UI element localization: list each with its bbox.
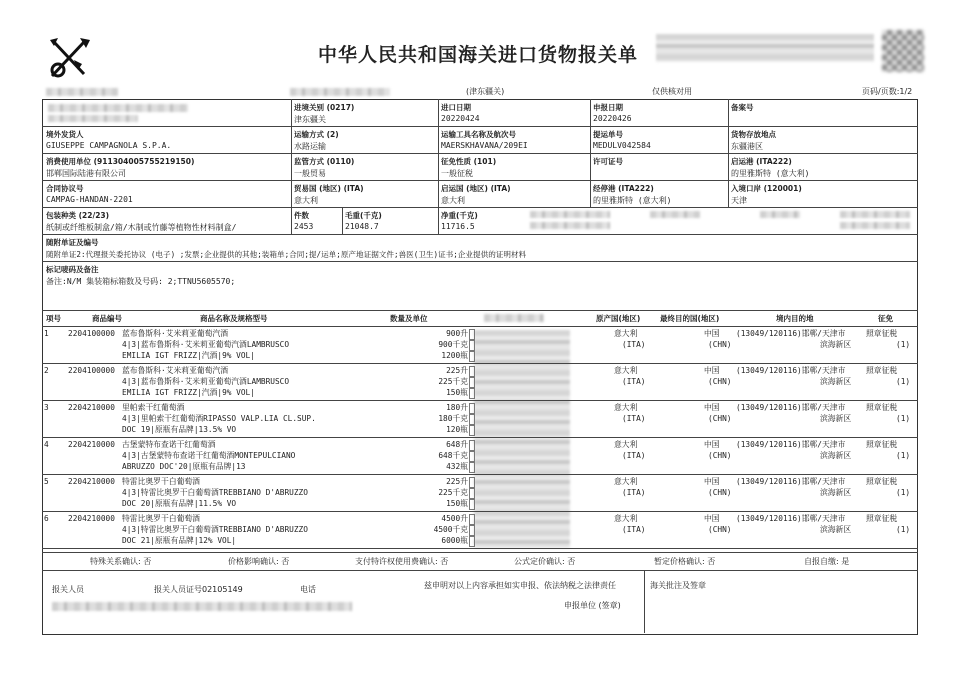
row-separator xyxy=(42,400,918,401)
row-tax-2: (1) xyxy=(896,377,911,386)
customs-name: (津东疆关) xyxy=(466,87,505,96)
row-separator xyxy=(42,511,918,512)
row-name-3: ABRUZZO DOC'20|原瓶有品牌|13 xyxy=(122,462,246,471)
consumer: 邯郸国际陆港有限公司 xyxy=(46,169,126,178)
row-origin-code: (ITA) xyxy=(622,525,646,534)
shipper-label: 境外发货人 xyxy=(46,130,84,139)
row-tax-1: 照章征税 xyxy=(866,477,898,486)
row-name-1: 里帕索干红葡萄酒 xyxy=(122,403,185,412)
row-qty-3: 6000瓶 xyxy=(441,536,468,545)
row-origin-code: (ITA) xyxy=(622,414,646,423)
row-qty-3: 150瓶 xyxy=(446,388,468,397)
row-dest: 中国 xyxy=(704,329,720,338)
row-tax-2: (1) xyxy=(896,488,911,497)
special-relation-confirm: 特殊关系确认: 否 xyxy=(90,557,152,566)
unit-box xyxy=(469,377,475,388)
marks: 备注:N/M 集装箱标箱数及号码: 2;TTNU5605570; xyxy=(46,277,236,286)
redacted-text xyxy=(484,314,544,322)
unit-box xyxy=(469,388,475,399)
entry-port: 天津 xyxy=(731,196,747,205)
unit-box xyxy=(469,340,475,351)
row-tax-2: (1) xyxy=(896,525,911,534)
redacted-text xyxy=(530,222,610,229)
redacted-text xyxy=(840,222,910,229)
row-domestic-1: (13049/120116)邯郸/天津市 xyxy=(736,477,846,486)
redacted-text xyxy=(650,211,700,218)
gross-weight: 21048.7 xyxy=(345,222,379,231)
row-tax-2: (1) xyxy=(896,340,911,349)
unit-box xyxy=(469,414,475,425)
row-no: 3 xyxy=(44,403,49,412)
row-tax-1: 照章征税 xyxy=(866,366,898,375)
gross-weight-label: 毛重(千克) xyxy=(345,211,382,220)
row-name-1: 蓝布鲁斯科·艾米莉亚葡萄汽酒 xyxy=(122,366,229,375)
row-code: 2204210000 xyxy=(68,440,115,449)
row-qty-2: 180千克 xyxy=(438,414,468,423)
row-qty-1: 180升 xyxy=(446,403,468,412)
declarant-stamp-label: 申报单位 (签章) xyxy=(564,601,621,610)
package-label: 包装种类 (22/23) xyxy=(46,211,110,220)
qr-code xyxy=(882,30,924,72)
col-quantity: 数量及单位 xyxy=(390,314,428,323)
row-dest-code: (CHN) xyxy=(708,340,732,349)
redacted-text xyxy=(840,211,910,218)
vessel-label: 运输工具名称及航次号 xyxy=(441,130,516,139)
pieces-label: 件数 xyxy=(294,211,309,220)
row-name-1: 蓝布鲁斯科·艾米莉亚葡萄汽酒 xyxy=(122,329,229,338)
shipper: GIUSEPPE CAMPAGNOLA S.P.A. xyxy=(46,141,172,150)
transport-mode: 水路运输 xyxy=(294,142,326,151)
unit-box xyxy=(469,462,475,473)
row-dest: 中国 xyxy=(704,440,720,449)
row-dest-code: (CHN) xyxy=(708,451,732,460)
row-qty-2: 900千克 xyxy=(438,340,468,349)
unit-box xyxy=(469,536,475,547)
docs: 随附单证2:代理报关委托协议 (电子) ;发票;企业提供的其他;装箱单;合同;提/运单;原产地证据文件;兽医(卫生)证书;企业提供的证明材料 xyxy=(46,250,527,259)
row-code: 2204210000 xyxy=(68,403,115,412)
row-separator xyxy=(42,474,918,475)
row-origin: 意大利 xyxy=(614,403,638,412)
col-tax: 征免 xyxy=(878,314,893,323)
row-name-2: 4|3|特雷比奥罗干白葡萄酒TREBBIANO D'ABRUZZO xyxy=(122,488,308,497)
row-domestic-2: 滨海新区 xyxy=(820,451,852,460)
row-qty-2: 4500千克 xyxy=(433,525,468,534)
row-separator xyxy=(42,437,918,438)
row-qty-3: 120瓶 xyxy=(446,425,468,434)
origin-country-label: 启运国 (地区) (ITA) xyxy=(441,184,511,193)
formula-price-confirm: 公式定价确认: 否 xyxy=(514,557,576,566)
row-dest: 中国 xyxy=(704,366,720,375)
col-domestic: 境内目的地 xyxy=(776,314,814,323)
row-no: 1 xyxy=(44,329,49,338)
row-dest-code: (CHN) xyxy=(708,414,732,423)
transit-port: 的里雅斯特 (意大利) xyxy=(593,196,672,205)
redacted-text xyxy=(48,115,138,122)
package: 纸制或纤维板制盒/箱/木制或竹藤等植物性材料制盒/ xyxy=(46,223,237,232)
row-qty-2: 225千克 xyxy=(438,488,468,497)
row-code: 2204210000 xyxy=(68,477,115,486)
row-name-3: DOC 19|原瓶有品牌|13.5% VO xyxy=(122,425,237,434)
declarant-label: 报关人员 xyxy=(52,585,84,594)
row-domestic-2: 滨海新区 xyxy=(820,488,852,497)
contract: CAMPAG-HANDAN-2201 xyxy=(46,195,133,204)
origin-country: 意大利 xyxy=(441,196,465,205)
unit-box xyxy=(469,514,475,525)
departure-port-label: 启运港 (ITA222) xyxy=(731,157,792,166)
entry-port-label: 入境口岸 (120001) xyxy=(731,184,802,193)
customs-emblem-icon xyxy=(44,34,94,84)
row-origin-code: (ITA) xyxy=(622,488,646,497)
net-weight: 11716.5 xyxy=(441,222,475,231)
page-title: 中华人民共和国海关进口货物报关单 xyxy=(318,44,639,66)
supervision: 一般贸易 xyxy=(294,169,326,178)
vessel: MAERSKHAVANA/209EI xyxy=(441,141,528,150)
row-domestic-1: (13049/120116)邯郸/天津市 xyxy=(736,403,846,412)
row-no: 4 xyxy=(44,440,49,449)
col-origin: 原产国(地区) xyxy=(596,314,641,323)
row-qty-3: 432瓶 xyxy=(446,462,468,471)
row-origin-code: (ITA) xyxy=(622,377,646,386)
row-domestic-2: 滨海新区 xyxy=(820,340,852,349)
unit-box xyxy=(469,440,475,451)
trade-country-label: 贸易国 (地区) (ITA) xyxy=(294,184,364,193)
row-no: 5 xyxy=(44,477,49,486)
row-qty-1: 648升 xyxy=(446,440,468,449)
row-name-3: DOC 20|原瓶有品牌|11.5% VO xyxy=(122,499,237,508)
row-origin: 意大利 xyxy=(614,477,638,486)
declarant-number: 报关人员证号02105149 xyxy=(154,585,243,594)
customs-endorsement-label: 海关批注及签章 xyxy=(650,581,706,590)
row-domestic-1: (13049/120116)邯郸/天津市 xyxy=(736,440,846,449)
contract-label: 合同协议号 xyxy=(46,184,84,193)
departure-port: 的里雅斯特 (意大利) xyxy=(731,169,810,178)
pieces: 2453 xyxy=(294,222,314,231)
row-origin-code: (ITA) xyxy=(622,340,646,349)
declare-date-label: 申报日期 xyxy=(593,103,623,112)
row-domestic-1: (13049/120116)邯郸/天津市 xyxy=(736,366,846,375)
record-no-label: 备案号 xyxy=(731,103,754,112)
unit-box xyxy=(469,451,475,462)
row-tax-2: (1) xyxy=(896,414,911,423)
supervision-label: 监管方式 (0110) xyxy=(294,157,355,166)
row-qty-3: 1200瓶 xyxy=(441,351,468,360)
verification-note: 仅供核对用 xyxy=(652,87,692,96)
row-tax-1: 照章征税 xyxy=(866,440,898,449)
consumer-label: 消费使用单位 (911304005755219150) xyxy=(46,157,195,166)
row-dest: 中国 xyxy=(704,514,720,523)
row-code: 2204100000 xyxy=(68,366,115,375)
col-code: 商品编号 xyxy=(92,314,122,323)
row-qty-1: 900升 xyxy=(446,329,468,338)
unit-box xyxy=(469,499,475,510)
row-no: 6 xyxy=(44,514,49,523)
redacted-text xyxy=(530,211,610,218)
marks-label: 标记唛码及备注 xyxy=(46,265,99,274)
col-destination: 最终目的国(地区) xyxy=(660,314,720,323)
row-origin: 意大利 xyxy=(614,366,638,375)
unit-box xyxy=(469,477,475,488)
row-qty-3: 150瓶 xyxy=(446,499,468,508)
row-name-2: 4|3|里帕索干红葡萄酒RIPASSO VALP.LIA CL.SUP. xyxy=(122,414,316,423)
unit-box xyxy=(469,366,475,377)
royalty-confirm: 支付特许权使用费确认: 否 xyxy=(355,557,449,566)
bl-label: 提运单号 xyxy=(593,130,623,139)
row-separator xyxy=(42,548,918,549)
row-origin: 意大利 xyxy=(614,514,638,523)
col-item-no: 项号 xyxy=(46,314,61,323)
row-name-2: 4|3|蓝布鲁斯科·艾米莉亚葡萄汽酒LAMBRUSCO xyxy=(122,377,290,386)
unit-box xyxy=(469,525,475,536)
row-name-2: 4|3|古堡蒙特布查诺干红葡萄酒MONTEPULCIANO xyxy=(122,451,296,460)
row-domestic-1: (13049/120116)邯郸/天津市 xyxy=(736,514,846,523)
row-qty-1: 225升 xyxy=(446,477,468,486)
row-dest-code: (CHN) xyxy=(708,488,732,497)
row-name-1: 特雷比奥罗干白葡萄酒 xyxy=(122,477,200,486)
entry-customs-label: 进境关别 (0217) xyxy=(294,103,355,112)
declare-date: 20220426 xyxy=(593,114,632,123)
row-qty-2: 225千克 xyxy=(438,377,468,386)
row-name-2: 4|3|蓝布鲁斯科·艾米莉亚葡萄汽酒LAMBRUSCO xyxy=(122,340,290,349)
row-name-1: 特雷比奥罗干白葡萄酒 xyxy=(122,514,200,523)
row-name-2: 4|3|特雷比奥罗干白葡萄酒TREBBIANO D'ABRUZZO xyxy=(122,525,308,534)
row-name-1: 古堡蒙特布查诺干红葡萄酒 xyxy=(122,440,216,449)
tax-nature: 一般征税 xyxy=(441,169,473,178)
trade-country: 意大利 xyxy=(294,196,318,205)
storage: 东疆港区 xyxy=(731,142,763,151)
row-dest: 中国 xyxy=(704,477,720,486)
row-domestic-2: 滨海新区 xyxy=(820,525,852,534)
license-label: 许可证号 xyxy=(593,157,623,166)
row-dest-code: (CHN) xyxy=(708,377,732,386)
row-tax-1: 照章征税 xyxy=(866,514,898,523)
row-domestic-2: 滨海新区 xyxy=(820,414,852,423)
redacted-text xyxy=(52,602,352,611)
row-code: 2204210000 xyxy=(68,514,115,523)
row-name-3: EMILIA IGT FRIZZ|汽酒|9% VOL| xyxy=(122,388,255,397)
row-domestic-2: 滨海新区 xyxy=(820,377,852,386)
redacted-text xyxy=(290,88,390,96)
row-qty-1: 225升 xyxy=(446,366,468,375)
redacted-text xyxy=(760,211,800,218)
barcode xyxy=(656,34,874,62)
row-code: 2204100000 xyxy=(68,329,115,338)
row-tax-1: 照章征税 xyxy=(866,403,898,412)
row-dest: 中国 xyxy=(704,403,720,412)
unit-box xyxy=(469,488,475,499)
row-origin-code: (ITA) xyxy=(622,451,646,460)
row-domestic-1: (13049/120116)邯郸/天津市 xyxy=(736,329,846,338)
redacted-text xyxy=(46,88,118,96)
row-qty-1: 4500升 xyxy=(441,514,468,523)
net-weight-label: 净重(千克) xyxy=(441,211,478,220)
col-name: 商品名称及规格型号 xyxy=(200,314,268,323)
legal-statement: 兹申明对以上内容承担如实申报、依法纳税之法律责任 xyxy=(424,581,616,590)
row-dest-code: (CHN) xyxy=(708,525,732,534)
docs-label: 随附单证及编号 xyxy=(46,238,99,247)
phone-label: 电话 xyxy=(300,585,316,594)
row-no: 2 xyxy=(44,366,49,375)
bl-number: MEDULV042584 xyxy=(593,141,651,150)
import-date: 20220424 xyxy=(441,114,480,123)
import-date-label: 进口日期 xyxy=(441,103,471,112)
self-pay-confirm: 自报自缴: 是 xyxy=(804,557,850,566)
entry-customs: 津东疆关 xyxy=(294,115,326,124)
row-qty-2: 648千克 xyxy=(438,451,468,460)
page-number: 页码/页数:1/2 xyxy=(862,87,913,96)
unit-box xyxy=(469,329,475,340)
row-separator xyxy=(42,363,918,364)
price-influence-confirm: 价格影响确认: 否 xyxy=(228,557,290,566)
storage-label: 货物存放地点 xyxy=(731,130,776,139)
transit-port-label: 经停港 (ITA222) xyxy=(593,184,654,193)
unit-box xyxy=(469,425,475,436)
unit-box xyxy=(469,351,475,362)
unit-box xyxy=(469,403,475,414)
transport-mode-label: 运输方式 (2) xyxy=(294,130,339,139)
row-tax-1: 照章征税 xyxy=(866,329,898,338)
row-name-3: DOC 21|原瓶有品牌|12% VOL| xyxy=(122,536,237,545)
row-origin: 意大利 xyxy=(614,440,638,449)
tax-nature-label: 征免性质 (101) xyxy=(441,157,497,166)
redacted-text xyxy=(48,104,188,112)
row-tax-2: (1) xyxy=(896,451,911,460)
row-origin: 意大利 xyxy=(614,329,638,338)
row-name-3: EMILIA IGT FRIZZ|汽酒|9% VOL| xyxy=(122,351,255,360)
provisional-price-confirm: 暂定价格确认: 否 xyxy=(654,557,716,566)
